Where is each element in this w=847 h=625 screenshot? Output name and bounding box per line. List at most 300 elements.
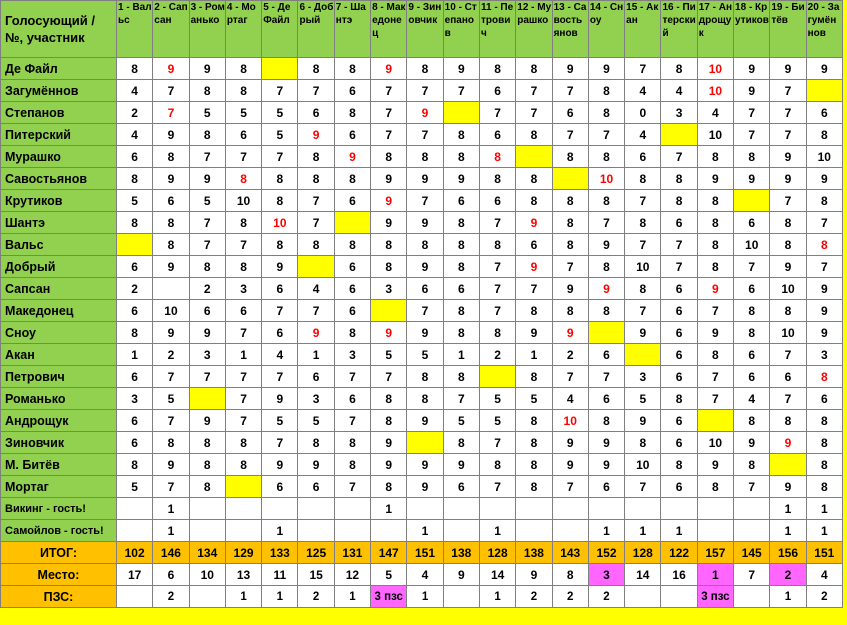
score-cell: 8	[661, 190, 697, 212]
score-cell: 6	[117, 256, 153, 278]
score-cell: 10	[588, 168, 624, 190]
score-cell: 10	[697, 58, 733, 80]
score-cell: 6	[334, 388, 370, 410]
voter-row	[1, 124, 843, 146]
score-cell: 8	[407, 388, 443, 410]
place-cell: 15	[298, 564, 334, 586]
pzs-cell	[625, 586, 661, 608]
score-cell: 9	[407, 476, 443, 498]
score-cell: 8	[407, 146, 443, 168]
score-cell: 4	[117, 80, 153, 102]
score-cell: 1	[153, 520, 189, 542]
score-cell: 8	[443, 366, 479, 388]
score-cell: 5	[153, 388, 189, 410]
score-cell: 9	[625, 322, 661, 344]
score-cell: 8	[371, 410, 407, 432]
score-cell: 7	[588, 124, 624, 146]
score-cell: 7	[407, 300, 443, 322]
score-cell: 8	[552, 234, 588, 256]
score-cell: 7	[625, 190, 661, 212]
total-cell: 145	[734, 542, 770, 564]
score-cell: 9	[334, 146, 370, 168]
score-cell: 9	[770, 168, 806, 190]
score-cell: 8	[298, 234, 334, 256]
score-cell: 6	[443, 278, 479, 300]
score-cell: 1	[225, 344, 261, 366]
total-cell: 131	[334, 542, 370, 564]
score-cell: 8	[334, 432, 370, 454]
score-cell: 9	[552, 432, 588, 454]
score-cell: 6	[407, 278, 443, 300]
score-cell: 8	[516, 168, 552, 190]
score-cell: 7	[225, 146, 261, 168]
score-cell: 7	[588, 212, 624, 234]
score-cell	[588, 498, 624, 520]
column-header: 14 - Сноу	[588, 1, 624, 58]
score-cell: 7	[697, 366, 733, 388]
score-cell: 9	[734, 432, 770, 454]
score-cell: 6	[661, 212, 697, 234]
score-cell: 1	[770, 520, 806, 542]
voter-name: Акан	[1, 344, 117, 366]
score-cell	[371, 300, 407, 322]
total-cell: 125	[298, 542, 334, 564]
score-cell: 7	[697, 300, 733, 322]
score-cell: 8	[625, 212, 661, 234]
score-cell	[552, 498, 588, 520]
score-cell: 9	[770, 476, 806, 498]
score-cell: 8	[334, 58, 370, 80]
score-cell: 8	[697, 344, 733, 366]
voter-row	[1, 300, 843, 322]
voter-name: Шантэ	[1, 212, 117, 234]
score-cell: 8	[153, 146, 189, 168]
voter-row	[1, 102, 843, 124]
score-cell: 8	[298, 432, 334, 454]
voter-name: Викинг - гость!	[1, 498, 117, 520]
score-cell: 6	[552, 102, 588, 124]
column-header: 12 - Мурашко	[516, 1, 552, 58]
score-cell: 5	[189, 102, 225, 124]
score-cell: 9	[153, 322, 189, 344]
column-header: 1 - Вальс	[117, 1, 153, 58]
score-cell: 7	[225, 234, 261, 256]
score-cell: 7	[806, 256, 842, 278]
score-cell: 3	[625, 366, 661, 388]
column-header: 15 - Акан	[625, 1, 661, 58]
score-cell: 8	[588, 190, 624, 212]
score-cell: 10	[697, 124, 733, 146]
score-cell	[516, 498, 552, 520]
score-cell: 7	[625, 300, 661, 322]
place-cell: 17	[117, 564, 153, 586]
score-cell: 8	[225, 432, 261, 454]
place-cell: 11	[262, 564, 298, 586]
score-cell: 8	[225, 58, 261, 80]
score-cell	[371, 520, 407, 542]
score-cell: 10	[552, 410, 588, 432]
score-cell	[479, 366, 515, 388]
score-cell	[697, 498, 733, 520]
score-cell: 9	[407, 102, 443, 124]
score-cell: 3	[298, 388, 334, 410]
score-cell: 7	[225, 366, 261, 388]
score-cell: 9	[371, 212, 407, 234]
column-header: 9 - Зиновчик	[407, 1, 443, 58]
score-cell: 8	[806, 234, 842, 256]
score-cell: 5	[479, 388, 515, 410]
place-cell: 5	[371, 564, 407, 586]
column-header: 8 - Македонец	[371, 1, 407, 58]
score-cell: 7	[189, 366, 225, 388]
score-cell: 8	[262, 234, 298, 256]
score-cell: 5	[443, 410, 479, 432]
score-cell: 4	[734, 388, 770, 410]
score-cell: 4	[262, 344, 298, 366]
voter-row	[1, 344, 843, 366]
score-cell: 8	[407, 366, 443, 388]
score-cell: 9	[588, 278, 624, 300]
score-cell: 3	[189, 344, 225, 366]
score-cell: 9	[516, 256, 552, 278]
voter-name: Вальс	[1, 234, 117, 256]
score-cell: 8	[443, 146, 479, 168]
score-cell	[334, 212, 370, 234]
score-cell: 7	[189, 146, 225, 168]
score-cell: 1	[117, 344, 153, 366]
score-cell: 8	[697, 190, 733, 212]
score-cell: 7	[552, 366, 588, 388]
score-cell: 1	[806, 520, 842, 542]
score-cell: 7	[625, 476, 661, 498]
score-cell	[625, 498, 661, 520]
voter-name: Степанов	[1, 102, 117, 124]
score-cell: 8	[443, 124, 479, 146]
score-cell: 1	[407, 520, 443, 542]
score-cell: 8	[479, 58, 515, 80]
score-cell	[770, 454, 806, 476]
voter-name: Крутиков	[1, 190, 117, 212]
score-cell: 7	[225, 410, 261, 432]
score-cell: 7	[262, 366, 298, 388]
score-cell: 8	[806, 410, 842, 432]
score-cell: 8	[770, 410, 806, 432]
score-cell	[298, 498, 334, 520]
pzs-cell: 2	[298, 586, 334, 608]
score-cell: 6	[117, 146, 153, 168]
score-cell	[117, 234, 153, 256]
score-cell: 8	[407, 234, 443, 256]
score-cell: 8	[371, 234, 407, 256]
score-cell: 6	[443, 476, 479, 498]
score-cell: 7	[225, 322, 261, 344]
score-cell: 7	[407, 190, 443, 212]
score-cell: 8	[661, 388, 697, 410]
voter-row	[1, 388, 843, 410]
score-cell: 8	[806, 432, 842, 454]
score-cell: 9	[588, 58, 624, 80]
score-cell: 10	[262, 212, 298, 234]
score-cell: 7	[734, 476, 770, 498]
score-cell: 9	[806, 58, 842, 80]
totals-row	[1, 542, 843, 564]
score-cell: 8	[443, 212, 479, 234]
score-cell: 8	[697, 256, 733, 278]
score-cell: 9	[697, 454, 733, 476]
score-cell	[298, 256, 334, 278]
score-cell: 9	[734, 58, 770, 80]
score-cell: 2	[479, 344, 515, 366]
score-cell: 8	[516, 300, 552, 322]
score-cell: 8	[588, 300, 624, 322]
score-cell: 4	[625, 124, 661, 146]
total-cell: 129	[225, 542, 261, 564]
voter-row	[1, 410, 843, 432]
score-cell: 4	[697, 102, 733, 124]
score-cell: 7	[588, 366, 624, 388]
score-cell: 8	[298, 146, 334, 168]
score-cell: 8	[334, 102, 370, 124]
score-cell: 8	[806, 190, 842, 212]
score-cell: 8	[153, 212, 189, 234]
score-cell: 9	[371, 168, 407, 190]
score-cell	[588, 322, 624, 344]
score-cell	[189, 388, 225, 410]
score-cell	[516, 146, 552, 168]
score-cell: 9	[806, 168, 842, 190]
score-cell: 8	[806, 366, 842, 388]
score-cell: 9	[407, 256, 443, 278]
score-cell: 8	[298, 168, 334, 190]
voter-row	[1, 58, 843, 80]
score-cell: 8	[588, 102, 624, 124]
score-cell: 6	[334, 256, 370, 278]
score-cell: 1	[806, 498, 842, 520]
score-cell: 8	[371, 388, 407, 410]
place-cell: 1	[697, 564, 733, 586]
score-cell: 6	[334, 124, 370, 146]
score-cell: 1	[479, 520, 515, 542]
score-cell	[262, 498, 298, 520]
score-cell	[552, 168, 588, 190]
score-cell: 9	[407, 454, 443, 476]
column-header: 17 - Андрощук	[697, 1, 733, 58]
score-cell: 6	[479, 124, 515, 146]
score-cell: 8	[407, 58, 443, 80]
pzs-cell: 1	[225, 586, 261, 608]
score-cell: 8	[661, 58, 697, 80]
places-row	[1, 564, 843, 586]
pzs-cell: 1	[262, 586, 298, 608]
score-cell: 8	[189, 80, 225, 102]
score-cell: 7	[479, 476, 515, 498]
score-cell: 8	[117, 212, 153, 234]
voter-name: Сапсан	[1, 278, 117, 300]
voter-row	[1, 366, 843, 388]
total-cell: 134	[189, 542, 225, 564]
score-cell	[225, 520, 261, 542]
column-header: 7 - Шантэ	[334, 1, 370, 58]
score-cell: 8	[334, 168, 370, 190]
score-cell: 9	[189, 322, 225, 344]
place-cell: 4	[407, 564, 443, 586]
pzs-cell: 1	[479, 586, 515, 608]
place-cell: 8	[552, 564, 588, 586]
score-cell	[443, 102, 479, 124]
score-cell: 7	[371, 366, 407, 388]
score-cell: 7	[189, 234, 225, 256]
place-cell: 16	[661, 564, 697, 586]
score-cell: 9	[189, 58, 225, 80]
score-cell: 9	[371, 454, 407, 476]
score-cell: 8	[625, 432, 661, 454]
totals-label: ИТОГ:	[1, 542, 117, 564]
voter-row	[1, 520, 843, 542]
voter-name: Питерский	[1, 124, 117, 146]
total-cell: 138	[443, 542, 479, 564]
score-cell: 7	[734, 124, 770, 146]
score-cell: 1	[443, 344, 479, 366]
total-cell: 157	[697, 542, 733, 564]
score-cell: 8	[189, 124, 225, 146]
score-cell: 8	[189, 454, 225, 476]
score-cell: 10	[697, 80, 733, 102]
score-cell: 5	[407, 344, 443, 366]
voter-name: М. Битёв	[1, 454, 117, 476]
score-cell: 9	[770, 256, 806, 278]
score-cell: 7	[697, 388, 733, 410]
score-cell: 7	[153, 410, 189, 432]
score-cell: 8	[516, 476, 552, 498]
score-cell: 5	[189, 190, 225, 212]
score-cell: 6	[806, 388, 842, 410]
score-cell: 6	[334, 300, 370, 322]
score-cell: 8	[661, 454, 697, 476]
score-cell: 2	[552, 344, 588, 366]
score-cell: 7	[552, 476, 588, 498]
place-cell: 7	[734, 564, 770, 586]
score-cell: 7	[298, 300, 334, 322]
score-cell	[407, 498, 443, 520]
pzs-cell	[661, 586, 697, 608]
score-cell: 9	[552, 58, 588, 80]
place-cell: 4	[806, 564, 842, 586]
score-cell: 9	[806, 278, 842, 300]
score-cell	[734, 190, 770, 212]
voter-row	[1, 476, 843, 498]
score-cell: 9	[153, 58, 189, 80]
score-cell: 7	[298, 212, 334, 234]
score-cell	[697, 520, 733, 542]
score-cell: 9	[407, 410, 443, 432]
score-cell: 3	[806, 344, 842, 366]
score-cell: 8	[734, 146, 770, 168]
place-cell: 6	[153, 564, 189, 586]
place-cell: 2	[770, 564, 806, 586]
score-cell: 1	[298, 344, 334, 366]
score-cell: 6	[661, 410, 697, 432]
score-cell: 8	[770, 234, 806, 256]
score-cell: 6	[334, 190, 370, 212]
score-cell: 9	[298, 124, 334, 146]
score-cell: 8	[117, 58, 153, 80]
place-cell: 14	[479, 564, 515, 586]
score-cell: 7	[625, 234, 661, 256]
pzs-cell: 2	[153, 586, 189, 608]
score-cell: 7	[262, 80, 298, 102]
score-cell: 7	[262, 300, 298, 322]
score-cell: 6	[298, 476, 334, 498]
score-cell: 7	[661, 146, 697, 168]
score-cell: 9	[552, 454, 588, 476]
score-cell: 10	[697, 432, 733, 454]
score-cell: 8	[697, 234, 733, 256]
score-cell: 7	[262, 146, 298, 168]
score-cell: 6	[734, 278, 770, 300]
pzs-cell: 2	[516, 586, 552, 608]
score-cell: 8	[516, 190, 552, 212]
score-cell: 6	[661, 344, 697, 366]
voter-row	[1, 234, 843, 256]
pzs-cell	[117, 586, 153, 608]
score-cell	[443, 498, 479, 520]
score-cell: 7	[661, 256, 697, 278]
score-cell: 8	[588, 146, 624, 168]
score-cell: 8	[225, 256, 261, 278]
score-cell: 8	[479, 454, 515, 476]
place-cell: 10	[189, 564, 225, 586]
score-cell: 5	[225, 102, 261, 124]
places-label: Место:	[1, 564, 117, 586]
score-cell: 8	[552, 300, 588, 322]
score-cell: 8	[588, 80, 624, 102]
score-cell: 7	[479, 300, 515, 322]
score-cell: 9	[806, 300, 842, 322]
score-cell: 6	[770, 366, 806, 388]
score-cell: 5	[117, 190, 153, 212]
score-cell: 9	[262, 454, 298, 476]
score-cell: 1	[153, 498, 189, 520]
column-header: 10 - Степанов	[443, 1, 479, 58]
score-cell: 10	[625, 454, 661, 476]
total-cell: 146	[153, 542, 189, 564]
score-cell: 7	[298, 80, 334, 102]
score-cell: 8	[552, 146, 588, 168]
score-cell: 8	[443, 234, 479, 256]
score-cell: 8	[625, 168, 661, 190]
score-cell: 8	[443, 432, 479, 454]
score-cell: 8	[734, 454, 770, 476]
score-cell	[189, 520, 225, 542]
voter-row	[1, 212, 843, 234]
score-cell: 6	[189, 300, 225, 322]
place-cell: 9	[443, 564, 479, 586]
score-cell: 7	[334, 410, 370, 432]
score-cell: 8	[625, 278, 661, 300]
score-cell: 7	[516, 102, 552, 124]
score-cell: 1	[588, 520, 624, 542]
total-cell: 102	[117, 542, 153, 564]
total-cell: 143	[552, 542, 588, 564]
score-cell: 1	[371, 498, 407, 520]
score-cell: 9	[298, 454, 334, 476]
voter-name: Романько	[1, 388, 117, 410]
pzs-cell	[443, 586, 479, 608]
score-cell: 9	[298, 322, 334, 344]
score-cell: 5	[625, 388, 661, 410]
score-cell: 8	[225, 454, 261, 476]
score-cell	[479, 498, 515, 520]
